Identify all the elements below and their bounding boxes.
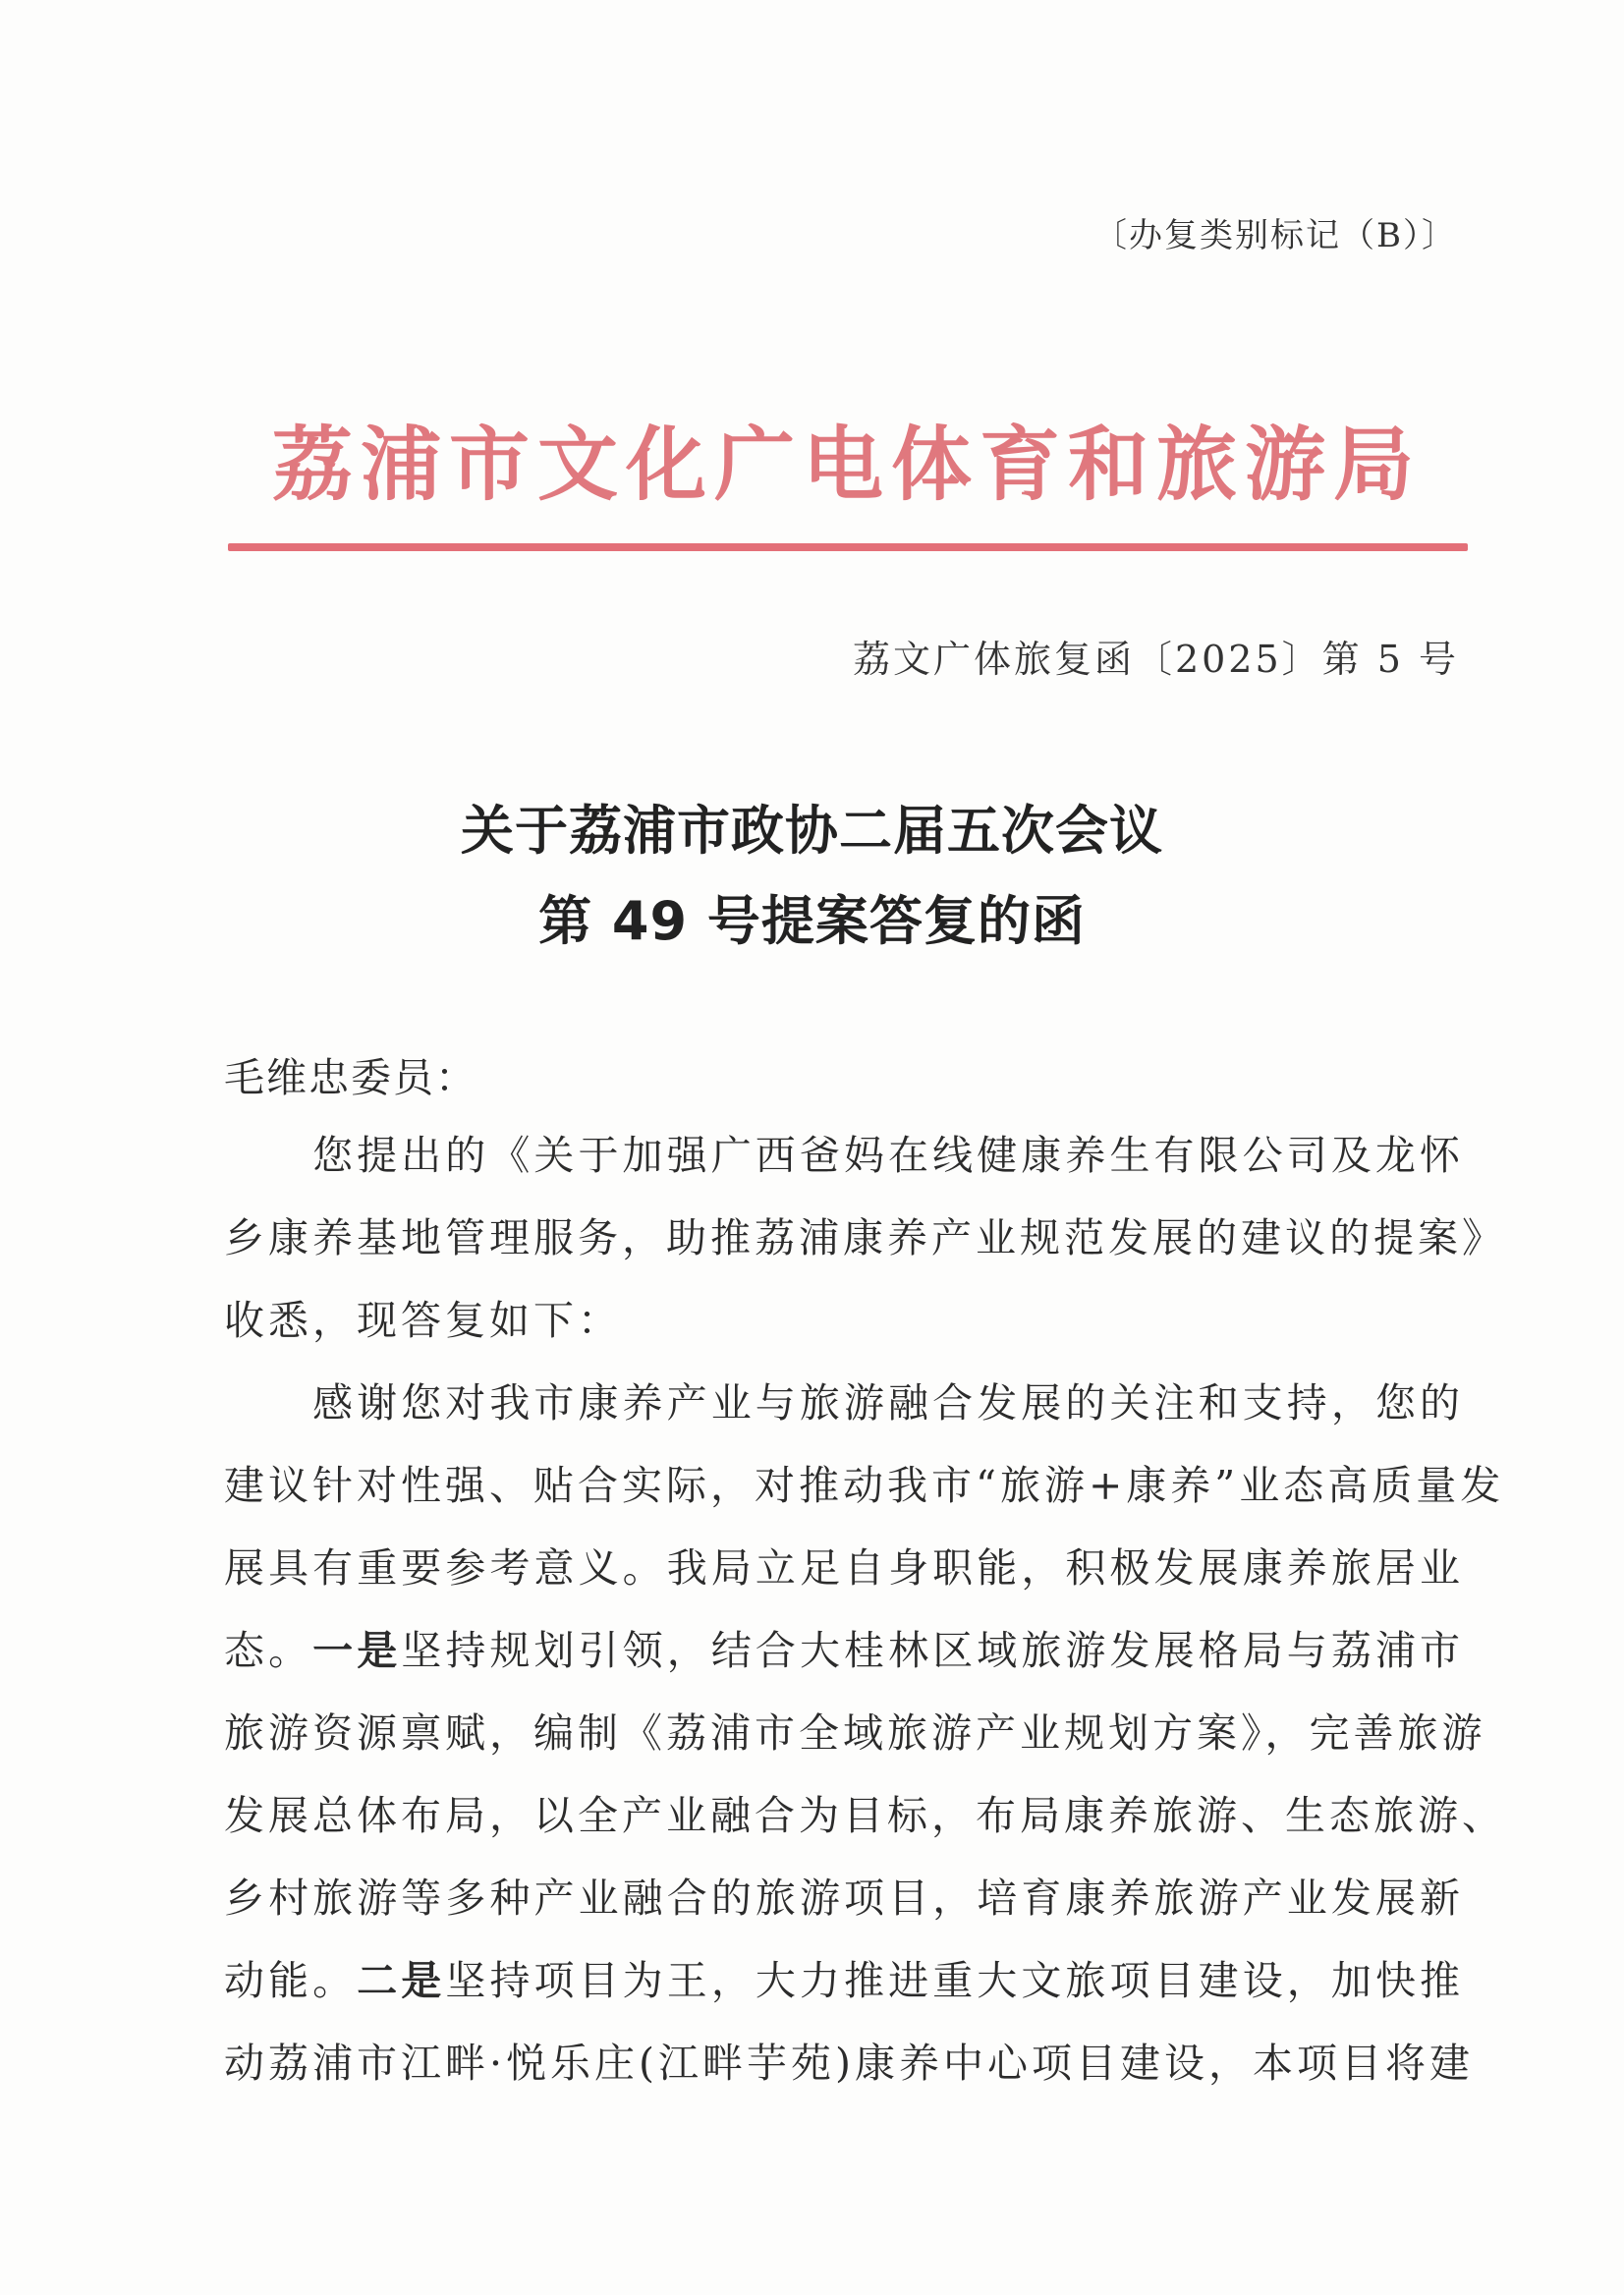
title-line-2: 第 49 号提案答复的函 [538,890,1086,952]
paragraph-line: 感谢您对我市康养产业与旅游融合发展的关注和支持，您的 [312,1379,1464,1427]
document-number: 荔文广体旅复函〔2025〕第 5 号 [852,638,1459,681]
paragraph-line: 乡村旅游等多种产业融合的旅游项目，培育康养旅游产业发展新 [224,1875,1464,1922]
paragraph-line: 旅游资源禀赋，编制《荔浦市全域旅游产业规划方案》，完善旅游 [224,1709,1486,1757]
red-divider-rule [228,543,1468,551]
paragraph-line: 乡康养基地管理服务，助推荔浦康养产业规范发展的建议的提案》 [224,1214,1506,1261]
paragraph-line: 动荔浦市江畔·悦乐庄(江畔芋苑)康养中心项目建设，本项目将建 [224,2040,1475,2087]
salutation: 毛维忠委员： [224,1054,477,1101]
emphasis-first: 一是 [312,1627,402,1674]
paragraph-line: 建议针对性强、贴合实际，对推动我市“旅游+康养”业态高质量发 [224,1462,1505,1509]
paragraph-response [224,1362,1506,2104]
text-segment: 坚持规划引领，结合大桂林区域旅游发展格局与荔浦市 [401,1627,1465,1674]
text-segment: 态。 [224,1627,313,1674]
paragraph-line: 展具有重要参考意义。我局立足自身职能，积极发展康养旅居业 [224,1544,1464,1592]
document-title [0,786,1624,967]
paragraph-line [224,1609,1464,1692]
paragraph-line [224,1939,1464,2022]
emphasis-second: 二是 [357,1957,446,2004]
paragraph-line: 发展总体布局，以全产业融合为目标，布局康养旅游、生态旅游、 [224,1792,1506,1839]
title-line-1: 关于荔浦市政协二届五次会议 [461,800,1163,862]
paragraph-line: 收悉，现答复如下： [224,1297,622,1344]
text-segment: 动能。 [224,1957,358,2004]
category-mark: 〔办复类别标记（B）〕 [1093,216,1457,255]
paragraph-acknowledgement [224,1114,1506,1362]
paragraph-line: 您提出的《关于加强广西爸妈在线健康养生有限公司及龙怀 [312,1132,1464,1179]
letterhead-title: 荔浦市文化广电体育和旅游局 [271,419,1422,512]
text-segment: 坚持项目为王，大力推进重大文旅项目建设，加快推 [445,1957,1465,2004]
